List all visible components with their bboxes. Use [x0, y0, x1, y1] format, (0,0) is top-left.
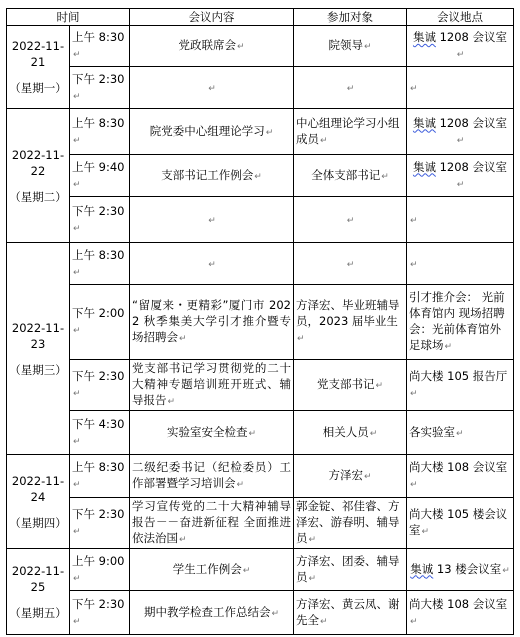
paragraph-mark-icon: ↵ [73, 267, 81, 278]
table-row [7, 360, 514, 411]
time-cell [70, 197, 130, 243]
content-cell-text: 实验室安全检查 [166, 424, 248, 439]
location-cell [407, 26, 514, 67]
attendees-cell-text: 方泽宏 [328, 468, 363, 482]
attendees-cell-text: 相关人员 [322, 424, 369, 439]
time-cell [70, 411, 130, 455]
attendees-cell-text: 方泽宏、团委、辅导员 [296, 553, 400, 584]
time-cell-text: 上午 9:00 [72, 553, 125, 568]
paragraph-mark-icon: ↵ [208, 83, 216, 94]
paragraph-mark-icon: ↵ [410, 616, 418, 627]
date-text: 2022-11-23 [11, 320, 65, 351]
paragraph-mark-icon: ↵ [456, 428, 464, 439]
location-cell [407, 498, 514, 549]
location-cell [407, 243, 514, 285]
paragraph-mark-icon: ↵ [381, 171, 389, 182]
date-text: 2022-11-22 [11, 147, 65, 178]
attendees-cell-text: 院领导 [328, 38, 363, 52]
location-cell [407, 197, 514, 243]
location-building-text: 集诚 [412, 159, 436, 174]
table-row [7, 498, 514, 549]
weekday-text: （星期四） [9, 515, 67, 530]
attendees-cell [294, 360, 407, 411]
time-cell [70, 155, 130, 197]
location-text: 各实验室 [409, 424, 455, 439]
attendees-cell [294, 243, 407, 285]
content-cell [130, 549, 294, 591]
content-cell [130, 155, 294, 197]
content-cell [130, 360, 294, 411]
paragraph-mark-icon: ↵ [297, 334, 305, 344]
paragraph-mark-icon: ↵ [456, 179, 465, 190]
paragraph-mark-icon: ↵ [363, 472, 372, 482]
time-cell [70, 455, 130, 498]
paragraph-mark-icon: ↵ [410, 83, 418, 94]
header-content: 会议内容 [130, 9, 294, 26]
paragraph-mark-icon: ↵ [179, 535, 187, 545]
paragraph-mark-icon: ↵ [73, 527, 81, 537]
date-cell [7, 243, 70, 455]
paragraph-mark-icon: ↵ [346, 215, 355, 226]
content-cell [130, 197, 294, 243]
time-cell-text: 下午 4:30 [72, 416, 125, 431]
paragraph-mark-icon: ↵ [410, 389, 418, 399]
content-cell [130, 285, 294, 360]
attendees-cell [294, 155, 407, 197]
location-text: 引才推介会： 光前体育馆内 现场招聘会：光前体育馆外足球场 [409, 290, 505, 352]
table-row [7, 591, 514, 635]
attendees-cell [294, 197, 407, 243]
location-building-text: 集诚 [412, 30, 436, 44]
paragraph-mark-icon: ↵ [410, 480, 418, 490]
paragraph-mark-icon: ↵ [179, 334, 187, 344]
paragraph-mark-icon: ↵ [73, 436, 81, 447]
paragraph-mark-icon: ↵ [346, 259, 355, 270]
date-text: 2022-11-21 [11, 39, 65, 69]
table-row [7, 549, 514, 591]
content-cell [130, 498, 294, 549]
paragraph-mark-icon: ↵ [208, 259, 216, 270]
attendees-cell [294, 285, 407, 360]
location-cell [407, 360, 514, 411]
location-cell [407, 109, 514, 155]
location-building-text: 集诚 [412, 115, 436, 130]
paragraph-mark-icon: ↵ [363, 42, 372, 52]
paragraph-mark-icon: ↵ [236, 42, 245, 52]
time-cell [70, 67, 130, 109]
paragraph-mark-icon: ↵ [73, 135, 81, 146]
time-cell-text: 下午 2:30 [72, 507, 125, 521]
date-cell [7, 549, 70, 635]
paragraph-mark-icon: ↵ [456, 135, 465, 146]
location-text: 1208 会议室 [435, 159, 508, 174]
header-time: 时间 [7, 9, 130, 26]
table-row [7, 411, 514, 455]
paragraph-mark-icon: ↵ [167, 397, 176, 407]
table-row [7, 285, 514, 360]
attendees-cell [294, 67, 407, 109]
paragraph-mark-icon: ↵ [236, 480, 245, 490]
paragraph-mark-icon: ↵ [410, 259, 418, 270]
time-cell-text: 下午 2:30 [72, 369, 125, 383]
attendees-cell [294, 498, 407, 549]
paragraph-mark-icon: ↵ [254, 171, 262, 182]
attendees-cell [294, 411, 407, 455]
attendees-cell [294, 549, 407, 591]
date-cell [7, 455, 70, 549]
paragraph-mark-icon: ↵ [456, 50, 465, 60]
attendees-cell [294, 455, 407, 498]
paragraph-mark-icon: ↵ [410, 215, 418, 226]
time-cell-text: 上午 8:30 [72, 115, 125, 130]
location-text: 尚大楼 105 报告厅 [409, 369, 508, 383]
attendees-cell [294, 26, 407, 67]
content-cell-text: 学生工作例会 [172, 561, 242, 576]
location-cell [407, 591, 514, 635]
paragraph-mark-icon: ↵ [320, 616, 328, 627]
paragraph-mark-icon: ↵ [308, 573, 317, 584]
time-cell [70, 26, 130, 67]
time-cell [70, 109, 130, 155]
paragraph-mark-icon: ↵ [73, 326, 81, 336]
schedule-body [7, 26, 514, 635]
paragraph-mark-icon: ↵ [242, 565, 251, 576]
content-cell [130, 411, 294, 455]
paragraph-mark-icon: ↵ [502, 565, 510, 576]
attendees-cell-text: 方泽宏、黄云凤、谢先全 [296, 596, 400, 627]
location-cell [407, 67, 514, 109]
time-cell-text: 上午 9:40 [72, 159, 125, 174]
date-text: 2022-11-24 [11, 473, 65, 504]
location-text: 尚大楼 108 会议室 [409, 596, 508, 611]
time-cell-text: 上午 8:30 [72, 460, 125, 474]
location-cell [407, 455, 514, 498]
location-text: 1208 会议室 [435, 30, 508, 44]
paragraph-mark-icon: ↵ [265, 127, 274, 138]
paragraph-mark-icon: ↵ [73, 50, 81, 60]
attendees-cell-text: 党支部书记 [316, 377, 375, 391]
location-cell [407, 285, 514, 360]
time-cell-text: 下午 2:30 [72, 203, 125, 218]
attendees-cell-text: 郭金锭、祁佳睿、方泽宏、游春明、辅导员 [296, 499, 400, 545]
content-cell [130, 67, 294, 109]
paragraph-mark-icon: ↵ [73, 573, 81, 584]
paragraph-mark-icon: ↵ [320, 135, 328, 146]
content-cell-text: 学习宣传党的二十大精神辅导报告－－奋进新征程 全面推进依法治国 [132, 499, 291, 545]
time-cell [70, 243, 130, 285]
date-text: 2022-11-25 [11, 563, 65, 594]
paragraph-mark-icon: ↵ [73, 223, 81, 234]
time-cell-text: 上午 8:30 [72, 30, 125, 44]
content-cell [130, 26, 294, 67]
paragraph-mark-icon: ↵ [73, 480, 81, 490]
date-cell [7, 109, 70, 243]
content-cell-text: “留厦来・更精彩”厦门市 2022 秋季集美大学引才推介暨专场招聘会 [132, 298, 291, 344]
location-text: 尚大楼 105 楼会议室 [409, 507, 508, 537]
meeting-schedule-table [6, 8, 514, 635]
table-row [7, 155, 514, 197]
attendees-cell [294, 109, 407, 155]
time-cell-text: 上午 8:30 [72, 247, 125, 262]
table-row [7, 109, 514, 155]
attendees-cell [294, 591, 407, 635]
header-row [7, 9, 514, 26]
location-text: 1208 会议室 [435, 115, 508, 130]
paragraph-mark-icon: ↵ [271, 608, 280, 619]
location-cell [407, 549, 514, 591]
paragraph-mark-icon: ↵ [73, 389, 81, 399]
paragraph-mark-icon: ↵ [73, 616, 81, 627]
table-row [7, 455, 514, 498]
content-cell [130, 455, 294, 498]
paragraph-mark-icon: ↵ [375, 381, 384, 391]
time-cell [70, 360, 130, 411]
attendees-cell-text: 中心组理论学习小组成员 [296, 115, 400, 146]
time-cell-text: 下午 2:00 [72, 306, 125, 320]
content-cell-text: 支部书记工作例会 [161, 167, 254, 182]
paragraph-mark-icon: ↵ [208, 215, 216, 226]
attendees-cell-text: 方泽宏、毕业班辅导员，2023 届毕业生 [296, 298, 400, 328]
paragraph-mark-icon: ↵ [369, 428, 378, 439]
table-row [7, 197, 514, 243]
paragraph-mark-icon: ↵ [346, 83, 355, 94]
time-cell [70, 549, 130, 591]
content-cell [130, 109, 294, 155]
paragraph-mark-icon: ↵ [421, 527, 430, 537]
table-row [7, 67, 514, 109]
location-text: 13 楼会议室 [433, 561, 502, 576]
content-cell-text: 党政联席会 [178, 38, 236, 52]
time-cell-text: 下午 2:30 [72, 71, 125, 86]
header-attendees: 参加对象 [294, 9, 407, 26]
time-cell [70, 591, 130, 635]
content-cell [130, 591, 294, 635]
content-cell-text: 期中教学检查工作总结会 [143, 604, 271, 619]
location-building-text: 集诚 [410, 561, 434, 576]
weekday-text: （星期三） [9, 362, 67, 377]
location-cell [407, 155, 514, 197]
content-cell-text: 党支部书记学习贯彻党的二十大精神专题培训班开班式、辅导报告 [132, 361, 291, 407]
table-row [7, 26, 514, 67]
paragraph-mark-icon: ↵ [308, 535, 317, 545]
location-text: 尚大楼 108 会议室 [409, 460, 508, 474]
paragraph-mark-icon: ↵ [73, 179, 81, 190]
time-cell [70, 498, 130, 549]
paragraph-mark-icon: ↵ [248, 428, 257, 439]
attendees-cell-text: 全体支部书记 [311, 167, 381, 182]
weekday-text: （星期一） [9, 81, 67, 95]
paragraph-mark-icon: ↵ [73, 91, 81, 102]
location-cell [407, 411, 514, 455]
weekday-text: （星期五） [9, 605, 67, 620]
weekday-text: （星期二） [9, 189, 67, 204]
table-row [7, 243, 514, 285]
content-cell-text: 院党委中心组理论学习 [149, 123, 265, 138]
time-cell-text: 下午 2:30 [72, 596, 125, 611]
date-cell [7, 26, 70, 109]
paragraph-mark-icon: ↵ [444, 342, 453, 352]
time-cell [70, 285, 130, 360]
content-cell-text: 二级纪委书记（纪检委员）工作部署暨学习培训会 [132, 460, 291, 490]
header-location: 会议地点 [407, 9, 514, 26]
content-cell [130, 243, 294, 285]
